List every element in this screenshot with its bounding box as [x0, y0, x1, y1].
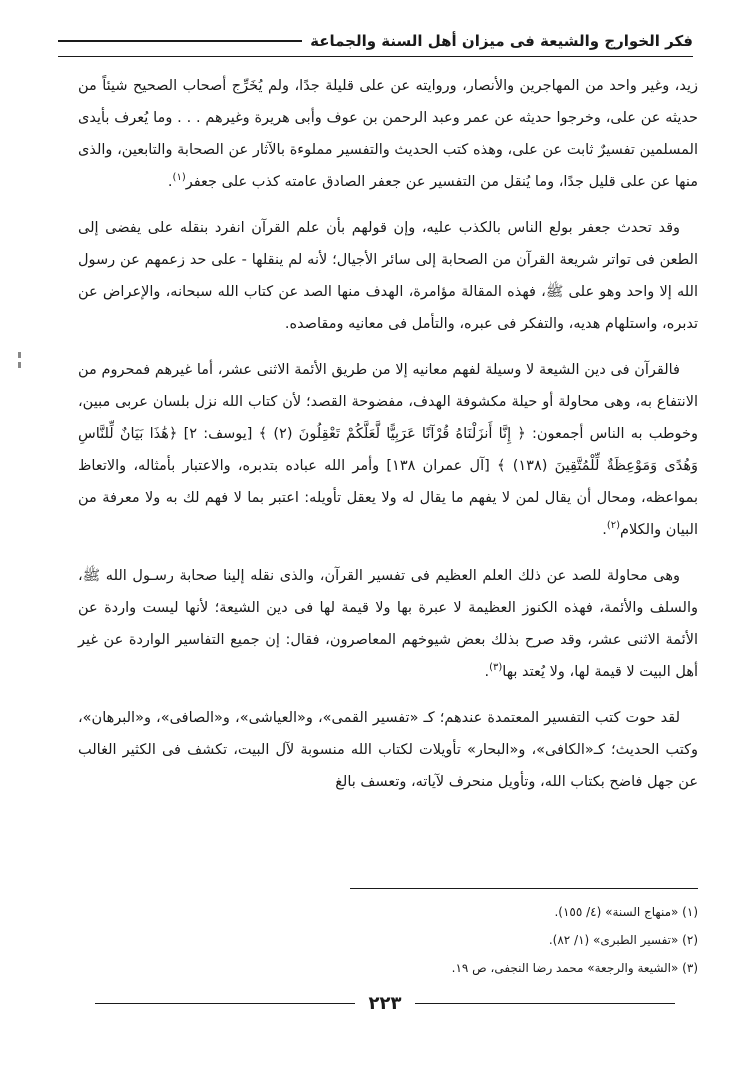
footnotes	[78, 898, 698, 982]
footnote-ref-3[interactable]: (٣)	[489, 662, 503, 674]
running-header	[58, 28, 693, 54]
margin-mark	[18, 362, 21, 368]
footer-rule-left	[95, 1003, 355, 1004]
margin-mark	[18, 352, 21, 358]
paragraph-2	[78, 212, 698, 340]
running-header-rule	[58, 40, 302, 42]
paragraph-1-text: زيد، وغير واحد من المهاجرين والأنصار، وروايته عن على قليلة جدًا، ولم يُخَرِّج أصحاب الصحيح شيئاً من حديثه عن على، وخرجوا حديثه عن عمر وعبد الرحمن بن عوف وأبى هريرة وغيرهم . . . وما يُعرف بأيدى المسلمين تفسيرٌ ثابت عن على، وهذه كتب الحديث والتفسير مملوءة بالآثار عن الصحابة والتابعين، والذى منها عن على قليل جدًا، وما يُنقل من التفسير عن جعفر الصادق عامته كذب على جعفر	[78, 78, 698, 190]
footnote-separator	[350, 888, 698, 889]
paragraph-3: فالقرآن فى دين الشيعة لا وسيلة لفهم معانيه إلا من طريق الأئمة الاثنى عشر، أما غيرهم فمحروم من الانتفاع به، وهى محاولة أو حيلة مكشوفة الهدف، مفضوحة القصد؛ لأن كتاب الله نزل بلسان عربى مبين، وخوطب به الناس أجمعون: ﴿ إِنَّا أَنزَلْنَاهُ قُرْآنًا عَرَبِيًّا لَّعَلَّكُمْ تَعْقِلُونَ (٢) ﴾ [يوسف: ٢] ﴿هَٰذَا بَيَانٌ لِّلنَّاسِ وَهُدًى وَمَوْعِظَةٌ لِّلْمُتَّقِينَ (١٣٨) ﴾ [آل عمران ١٣٨] وأمر الله عباده بتدبره، والاعتبار بأمثاله، والاتعاظ بمواعظه، ومحال أن يقال لمن لا يفهم ما يقال له ولا يعقل تأويله: اعتبر بما لا فهم لك به ولا معرفة من البيان والكلام$^{(٢)}$.	[78, 362, 698, 538]
running-header-title: فكر الخوارج والشيعة فى ميزان أهل السنة والجماعة	[310, 32, 693, 50]
page-number: ٢٢٣	[368, 992, 402, 1014]
footnote-2: (٢) «تفسير الطبرى» (١/ ٨٢).	[548, 933, 698, 947]
paragraph-4: وهى محاولة للصد عن ذلك العلم العظيم فى تفسير القرآن، والذى نقله إلينا صحابة رسـول الله ﷺ، والسلف والأئمة، فهذه الكنوز العظيمة لا عبرة بها ولا قيمة لها فى دين الشيعة؛ لأنها ليست واردة عن الأئمة الاثنى عشر، وقد صرح بذلك بعض شيوخهم المعاصرون، فقال: إن جميع التفاسير الواردة عن غير أهل البيت لا قيمة لها، ولا يُعتد بها$^{(٣)}$.	[78, 568, 698, 680]
paragraph-2-text: وقد تحدث جعفر بولع الناس بالكذب عليه، وإن قولهم بأن علم القرآن انفرد بنقله على يفضى إلى الطعن فى تواتر شريعة القرآن من الصحابة إلى سائر الأجيال؛ لأنه لم ينقلها - على حد زعمهم عن رسول الله إلا واحد وهو على ﷺ، فهذه المقالة مؤامرة، الهدف منها الصد عن كتاب الله سبحانه، والإعراض عن تدبره، واستلهام هديه، والتفكر فى عبره، والتأمل فى معانيه ومقاصده.	[78, 220, 698, 332]
paragraph-5	[78, 702, 698, 798]
body-text	[78, 70, 698, 812]
page-footer	[95, 990, 675, 1016]
paragraph-1: زيد، وغير واحد من المهاجرين والأنصار، وروايته عن على قليلة جدًا، ولم يُخَرِّج أصحاب الصحيح شيئاً من حديثه عن على، وخرجوا حديثه عن عمر وعبد الرحمن بن عوف وأبى هريرة وغيرهم . . . وما يُعرف بأيدى المسلمين تفسيرٌ ثابت عن على، وهذه كتب الحديث والتفسير مملوءة بالآثار عن الصحابة والتابعين، والذى منها عن على قليل جدًا، وما يُنقل من التفسير عن جعفر الصادق عامته كذب على جعفر$^{(١)}$.	[78, 78, 698, 190]
paragraph-3-text: فالقرآن فى دين الشيعة لا وسيلة لفهم معانيه إلا من طريق الأئمة الاثنى عشر، أما غيرهم فمحروم من الانتفاع به، وهى محاولة أو حيلة مكشوفة الهدف، مفضوحة القصد؛ لأن كتاب الله نزل بلسان عربى مبين، وخوطب به الناس أجمعون: ﴿ إِنَّا أَنزَلْنَاهُ قُرْآنًا عَرَبِيًّا لَّعَلَّكُمْ تَعْقِلُونَ (٢) ﴾ [يوسف: ٢] ﴿هَٰذَا بَيَانٌ لِّلنَّاسِ وَهُدًى وَمَوْعِظَةٌ لِّلْمُتَّقِينَ (١٣٨) ﴾ [آل عمران ١٣٨] وأمر الله عباده بتدبره، والاعتبار بأمثاله، والاتعاظ بمواعظه، ومحال أن يقال لمن لا يفهم ما يقال له ولا يعقل تأويله: اعتبر بما لا فهم لك به ولا معرفة من البيان والكلام	[78, 362, 698, 538]
footnote-1: (١) «منهاج السنة» (٤/ ١٥٥).	[554, 905, 698, 919]
footer-rule-right	[415, 1003, 675, 1004]
paragraph-4-text: وهى محاولة للصد عن ذلك العلم العظيم فى تفسير القرآن، والذى نقله إلينا صحابة رسـول الله ﷺ، والسلف والأئمة، فهذه الكنوز العظيمة لا عبرة بها ولا قيمة لها فى دين الشيعة؛ لأنها ليست واردة عن الأئمة الاثنى عشر، وقد صرح بذلك بعض شيوخهم المعاصرون، فقال: إن جميع التفاسير الواردة عن غير أهل البيت لا قيمة لها، ولا يُعتد بها	[78, 568, 698, 680]
footnote-3: (٣) «الشيعة والرجعة» محمد رضا النجفى، ص ١٩.	[451, 961, 698, 975]
paragraph-5-text: لقد حوت كتب التفسير المعتمدة عندهم؛ كـ «تفسير القمى»، و«العياشى»، و«الصافى»، و«البرهان»، وكتب الحديث؛ كـ«الكافى»، و«البحار» تأويلات لكتاب الله منسوبة لآل البيت، تكشف فى الكثير الغالب عن جهل فاضح بكتاب الله، وتأويل منحرف لآياته، وتعسف بالغ	[78, 710, 698, 790]
footnote-ref-1[interactable]: (١)	[172, 172, 186, 184]
header-underline	[58, 56, 693, 57]
footnote-ref-2[interactable]: (٢)	[606, 520, 621, 532]
